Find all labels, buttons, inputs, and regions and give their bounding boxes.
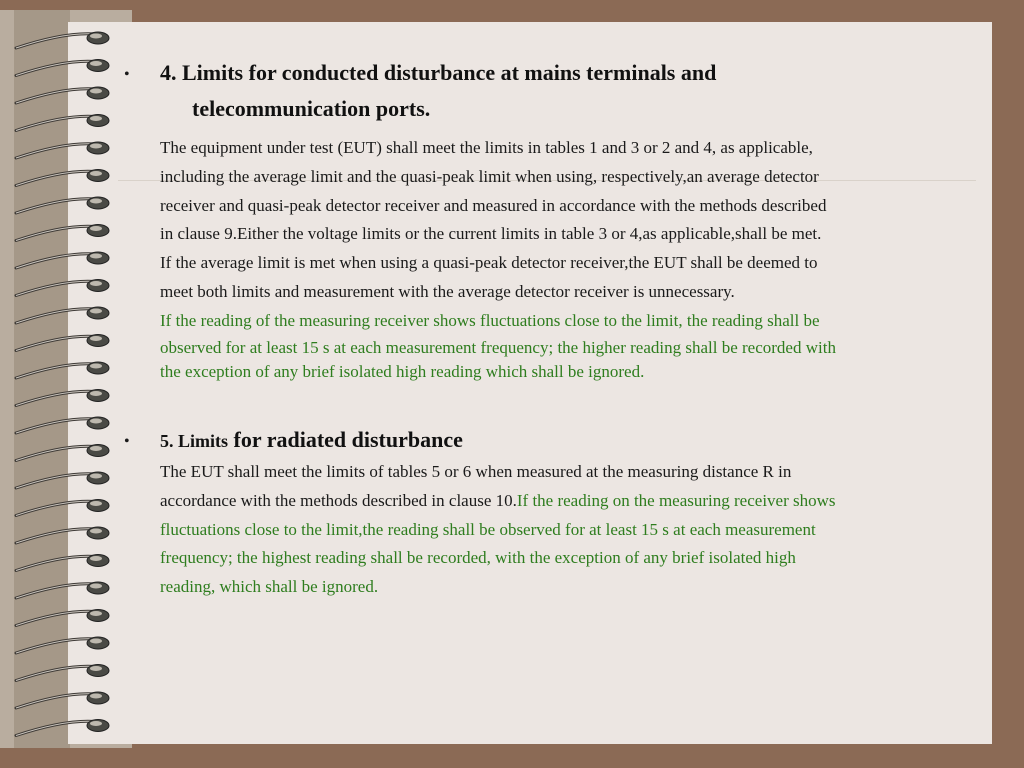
- note-line: frequency; the highest reading shall be recorded, with the exception of any brief isolated high: [160, 548, 796, 568]
- section-5-heading: [160, 427, 463, 453]
- section-5-heading-prefix: 5. Limits: [160, 431, 229, 451]
- note-line: If the reading of the measuring receiver shows fluctuations close to the limit, the reading shall be: [160, 310, 820, 330]
- note-line: reading, which shall be ignored.: [160, 577, 379, 597]
- note-line: the exception of any brief isolated high reading which shall be ignored.: [160, 361, 645, 381]
- body-line: including the average limit and the quasi-peak limit when using, respectively,an average detector: [160, 166, 819, 186]
- note-line: observed for at least 15 s at each measurement frequency; the higher reading shall be recorded with: [160, 337, 836, 357]
- body-line: meet both limits and measurement with the average detector receiver is unnecessary.: [160, 281, 735, 301]
- body-line: If the average limit is met when using a quasi-peak detector receiver,the EUT shall be deemed to: [160, 253, 818, 273]
- body-line: The EUT shall meet the limits of tables 5 or 6 when measured at the measuring distance R in: [160, 462, 792, 481]
- section-5-body: [160, 458, 836, 602]
- section-5-heading-rest: for radiated disturbance: [228, 427, 463, 452]
- body-line-mixed: [160, 487, 836, 516]
- section-4-heading-line-2: telecommunication ports.: [192, 96, 431, 121]
- section-4-body: [160, 134, 836, 384]
- body-text: accordance with the methods described in clause 10.: [160, 490, 517, 510]
- body-line: The equipment under test (EUT) shall meet the limits in tables 1 and 3 or 2 and 4, as applicable,: [160, 138, 813, 157]
- bullet-point: •: [124, 433, 130, 450]
- bullet-point: •: [124, 66, 130, 83]
- note-text: If the reading on the measuring receiver shows: [516, 490, 836, 510]
- body-line: in clause 9.Either the voltage limits or the current limits in table 3 or 4,as applicable,shall be met.: [160, 224, 822, 244]
- note-line: fluctuations close to the limit,the reading shall be observed for at least 15 s at each measurement: [160, 519, 816, 539]
- body-line: receiver and quasi-peak detector receiver and measured in accordance with the methods described: [160, 195, 827, 215]
- section-4-heading-line-1: 4. Limits for conducted disturbance at mains terminals and: [160, 60, 717, 85]
